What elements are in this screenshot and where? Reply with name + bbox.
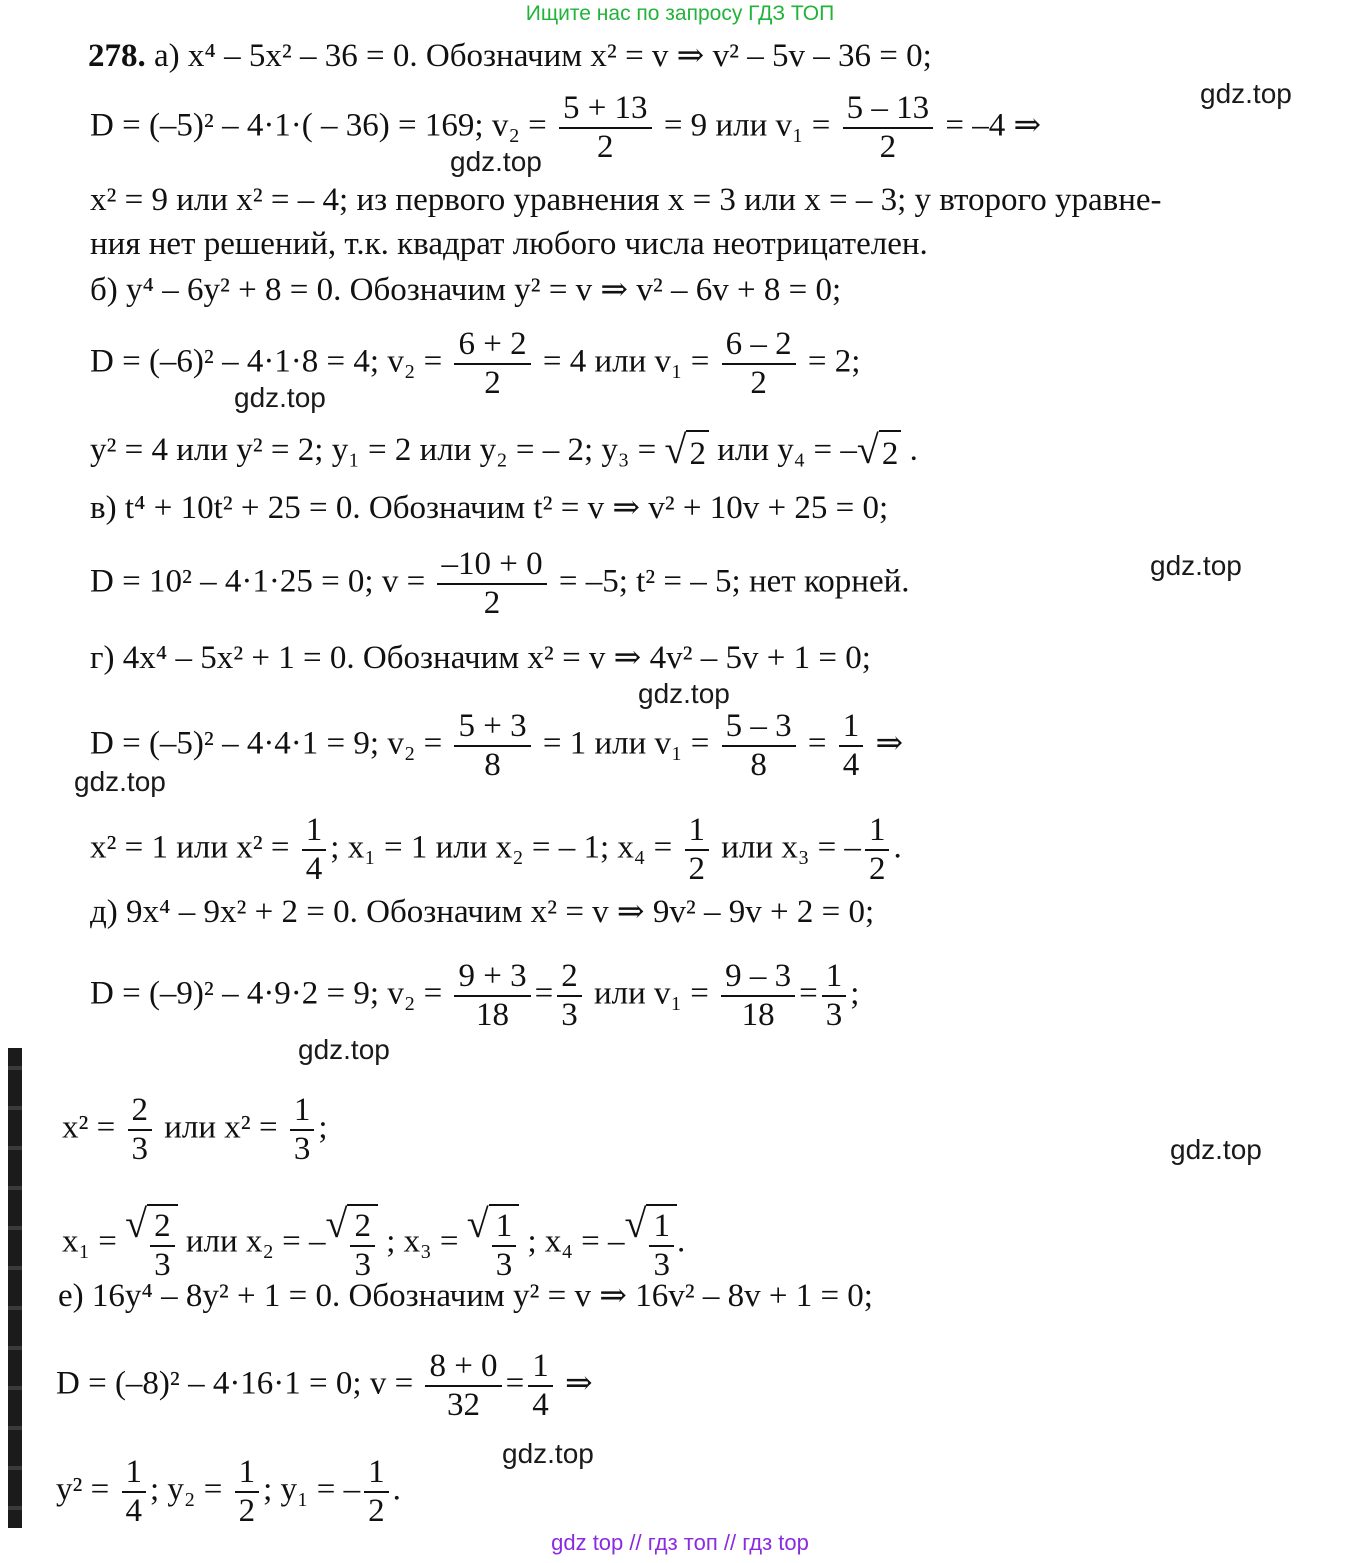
solution-e-roots	[62, 1201, 686, 1284]
denominator: 3	[293, 1131, 311, 1167]
fraction	[721, 958, 795, 1034]
square-root	[325, 1201, 377, 1284]
solution-f-discriminant	[56, 1348, 593, 1424]
numerator: 1	[122, 1454, 147, 1493]
denominator: 3	[131, 1131, 149, 1167]
watermark: gdz.top	[1150, 550, 1242, 581]
denominator: 2	[484, 365, 501, 401]
conclusion-text: x² =	[62, 1109, 116, 1146]
fraction	[425, 1348, 501, 1424]
fraction	[150, 1208, 175, 1284]
v2-label: v₂ =	[491, 107, 547, 144]
watermark: gdz.top	[74, 766, 166, 797]
result: = 4	[542, 343, 587, 380]
fraction	[722, 326, 796, 402]
fraction	[557, 958, 582, 1034]
root-label: ; x₃ =	[386, 1223, 459, 1260]
denominator: 2	[750, 365, 767, 401]
solution-e-x-squared	[62, 1092, 327, 1168]
end-mark: .	[893, 829, 902, 866]
v2-label: v₂ =	[387, 975, 443, 1012]
numerator: 1	[492, 1208, 517, 1247]
footer-links[interactable]: gdz top // гдз топ // гдз top	[551, 1530, 809, 1555]
numerator: 1	[685, 812, 710, 851]
equals-sign: =	[807, 725, 827, 762]
denominator: 8	[750, 747, 767, 783]
conclusion-text: x² = 1 или x² =	[90, 829, 290, 866]
part-label: а)	[154, 38, 180, 74]
end-mark: ;	[318, 1109, 328, 1146]
numerator: 8 + 0	[425, 1348, 501, 1387]
fraction	[722, 708, 796, 784]
fraction	[559, 90, 652, 166]
fraction	[454, 326, 530, 402]
solution-d-equation: г) 4x⁴ – 5x² + 1 = 0. Обозначим x² = v ⇒ 4v² – 5v + 1 = 0;	[90, 640, 871, 676]
conclusion-text: или x² =	[164, 1109, 278, 1146]
solution-b-conclusion	[90, 427, 918, 474]
implies-arrow: ⇒	[875, 725, 904, 762]
numerator: 5 – 13	[843, 90, 934, 129]
v1-label: v₁ =	[654, 975, 709, 1012]
denominator: 3	[561, 997, 578, 1033]
watermark: gdz.top	[1200, 78, 1292, 109]
denominator: 2	[868, 851, 886, 887]
end-mark: .	[392, 1471, 401, 1508]
discriminant-text: D = 10² – 4·1·25 = 0; v =	[90, 563, 426, 600]
fraction	[492, 1208, 517, 1284]
solution-d-discriminant	[90, 708, 903, 784]
end-mark: .	[676, 1223, 686, 1260]
result: = –5; t² = – 5; нет корней.	[558, 563, 910, 600]
radical-sign-icon: √	[856, 427, 879, 473]
solution-b-discriminant	[90, 326, 860, 402]
numerator: 2	[557, 958, 582, 997]
result: = 1	[542, 725, 587, 762]
conclusion-text: y² = 4 или y² = 2; y₁ = 2 или y₂ = – 2; y₃ =	[90, 432, 657, 468]
watermark: gdz.top	[450, 146, 542, 177]
fraction	[822, 958, 847, 1034]
numerator: 1	[302, 812, 327, 851]
denominator: 3	[354, 1247, 371, 1283]
denominator: 3	[495, 1247, 513, 1283]
numerator: 1	[528, 1348, 553, 1387]
discriminant-text: D = (–6)² – 4·1·8 = 4;	[90, 343, 380, 380]
denominator: 8	[484, 747, 501, 783]
fraction	[122, 1454, 147, 1530]
fraction	[364, 1454, 389, 1530]
fraction	[839, 708, 864, 784]
or-word: или	[594, 725, 647, 762]
solution-b-equation: б) y⁴ – 6y² + 8 = 0. Обозначим y² = v ⇒ v² – 6v + 8 = 0;	[90, 272, 842, 308]
search-banner[interactable]: Ищите нас по запросу ГДЗ ТОП	[525, 2, 835, 25]
root-label: ; y₁ = –	[263, 1471, 361, 1508]
watermark: gdz.top	[638, 678, 730, 709]
radicand: 2	[879, 430, 902, 474]
radical-sign-icon: √	[624, 1201, 647, 1246]
denominator: 2	[688, 851, 706, 887]
square-root	[466, 1201, 519, 1284]
discriminant-text: D = (–5)² – 4·4·1 = 9;	[90, 725, 380, 762]
numerator: –10 + 0	[437, 546, 546, 585]
numerator: 1	[235, 1454, 260, 1493]
implies-arrow: ⇒	[564, 1365, 593, 1402]
denominator: 4	[305, 851, 323, 887]
watermark: gdz.top	[1170, 1134, 1262, 1165]
numerator: 2	[150, 1208, 175, 1247]
fraction	[843, 90, 934, 166]
numerator: 5 – 3	[722, 708, 796, 747]
solution-c-equation: в) t⁴ + 10t² + 25 = 0. Обозначим t² = v ⇒ v² + 10v + 25 = 0;	[90, 490, 889, 526]
discriminant-text: D = (–8)² – 4·16·1 = 0; v =	[56, 1365, 414, 1402]
denominator: 32	[447, 1387, 480, 1423]
end-mark: .	[909, 432, 918, 468]
discriminant-text: D = (–9)² – 4·9·2 = 9;	[90, 975, 380, 1012]
root-label: x₁ =	[62, 1223, 117, 1260]
root-label: ; y₂ =	[150, 1471, 223, 1508]
watermark: gdz.top	[298, 1034, 390, 1065]
fraction	[685, 812, 710, 888]
numerator: 1	[865, 812, 890, 851]
result: = –4 ⇒	[945, 107, 1042, 144]
root-label: ; x₄ = –	[527, 1223, 625, 1260]
solution-f-equation: е) 16y⁴ – 8y² + 1 = 0. Обозначим y² = v ⇒ 16v² – 8v + 1 = 0;	[58, 1278, 873, 1314]
or-word: или	[594, 343, 647, 380]
equation-text: x⁴ – 5x² – 36 = 0. Обозначим x² = v ⇒ v² – 5v – 36 = 0;	[179, 38, 932, 74]
fraction	[128, 1092, 153, 1168]
numerator: 5 + 13	[559, 90, 652, 129]
solution-d-conclusion	[90, 812, 902, 888]
fraction	[454, 708, 530, 784]
or-word: или	[715, 107, 768, 144]
square-root	[664, 427, 709, 474]
square-root	[856, 427, 901, 474]
end-mark: ;	[850, 975, 860, 1012]
v1-label: v₁ =	[775, 107, 831, 144]
numerator: 2	[350, 1208, 375, 1247]
watermark: gdz.top	[502, 1438, 594, 1469]
numerator: 1	[364, 1454, 389, 1493]
fraction	[437, 546, 546, 622]
v2-label: v₂ =	[387, 725, 443, 762]
radical-sign-icon: √	[125, 1201, 148, 1246]
fraction	[235, 1454, 260, 1530]
denominator: 18	[741, 997, 775, 1033]
scan-edge-artifact	[8, 1048, 22, 1528]
fraction	[302, 812, 327, 888]
v2-label: v₂ =	[387, 343, 443, 380]
denominator: 2	[597, 129, 614, 165]
numerator: 1	[290, 1092, 315, 1131]
discriminant-text: D = (–5)² – 4·1·( – 36) = 169;	[90, 107, 484, 144]
solution-e-equation: д) 9x⁴ – 9x² + 2 = 0. Обозначим x² = v ⇒ 9v² – 9v + 2 = 0;	[90, 894, 875, 930]
solution-a-discriminant	[90, 90, 1041, 166]
radical-sign-icon: √	[664, 427, 687, 473]
solution-a-equation	[88, 36, 932, 76]
equals-sign: =	[534, 975, 554, 1012]
denominator: 4	[842, 747, 860, 783]
solution-c-discriminant	[90, 546, 910, 622]
conclusion-text: ; x₁ = 1 или x₂ = – 1; x₄ =	[330, 829, 673, 866]
problem-number: 278.	[88, 38, 146, 74]
solution-e-discriminant	[90, 958, 859, 1034]
numerator: 6 + 2	[454, 326, 530, 365]
or-word: или	[593, 975, 646, 1012]
denominator: 18	[476, 997, 510, 1033]
v1-label: v₁ =	[654, 725, 710, 762]
radical-sign-icon: √	[466, 1201, 489, 1246]
numerator: 6 – 2	[722, 326, 796, 365]
numerator: 1	[839, 708, 864, 747]
numerator: 9 – 3	[721, 958, 795, 997]
conclusion-text: или x₃ = –	[721, 829, 861, 866]
denominator: 4	[125, 1493, 143, 1529]
fraction	[649, 1208, 674, 1284]
result: = 9	[663, 107, 708, 144]
denominator: 4	[532, 1387, 549, 1423]
solution-a-conclusion: ния нет решений, т.к. квадрат любого числа неотрицателен.	[90, 226, 928, 262]
denominator: 2	[368, 1493, 385, 1529]
fraction	[350, 1208, 375, 1284]
conclusion-text: или y₄ = –	[717, 432, 857, 468]
root-label: y² =	[56, 1471, 110, 1508]
numerator: 5 + 3	[454, 708, 530, 747]
denominator: 2	[238, 1493, 256, 1529]
fraction	[528, 1348, 553, 1424]
root-label: или x₂ = –	[185, 1223, 326, 1260]
radical-sign-icon: √	[325, 1201, 348, 1246]
fraction	[290, 1092, 315, 1168]
watermark: gdz.top	[234, 382, 326, 413]
radicand: 2	[686, 430, 709, 474]
solution-f-roots	[56, 1454, 401, 1530]
square-root	[624, 1201, 676, 1284]
fraction	[865, 812, 890, 888]
square-root	[125, 1201, 177, 1284]
denominator: 2	[483, 585, 501, 621]
v1-label: v₁ =	[654, 343, 710, 380]
denominator: 3	[653, 1247, 670, 1283]
result: = 2;	[807, 343, 861, 380]
equals-sign: =	[799, 975, 818, 1012]
numerator: 1	[822, 958, 847, 997]
solution-a-conclusion: x² = 9 или x² = – 4; из первого уравнения x = 3 или x = – 3; у второго уравне-	[90, 182, 1162, 218]
numerator: 2	[128, 1092, 153, 1131]
numerator: 1	[649, 1208, 674, 1247]
fraction	[454, 958, 530, 1034]
numerator: 9 + 3	[454, 958, 530, 997]
equals-sign: =	[505, 1365, 525, 1402]
denominator: 3	[825, 997, 843, 1033]
denominator: 3	[154, 1247, 171, 1283]
denominator: 2	[879, 129, 897, 165]
